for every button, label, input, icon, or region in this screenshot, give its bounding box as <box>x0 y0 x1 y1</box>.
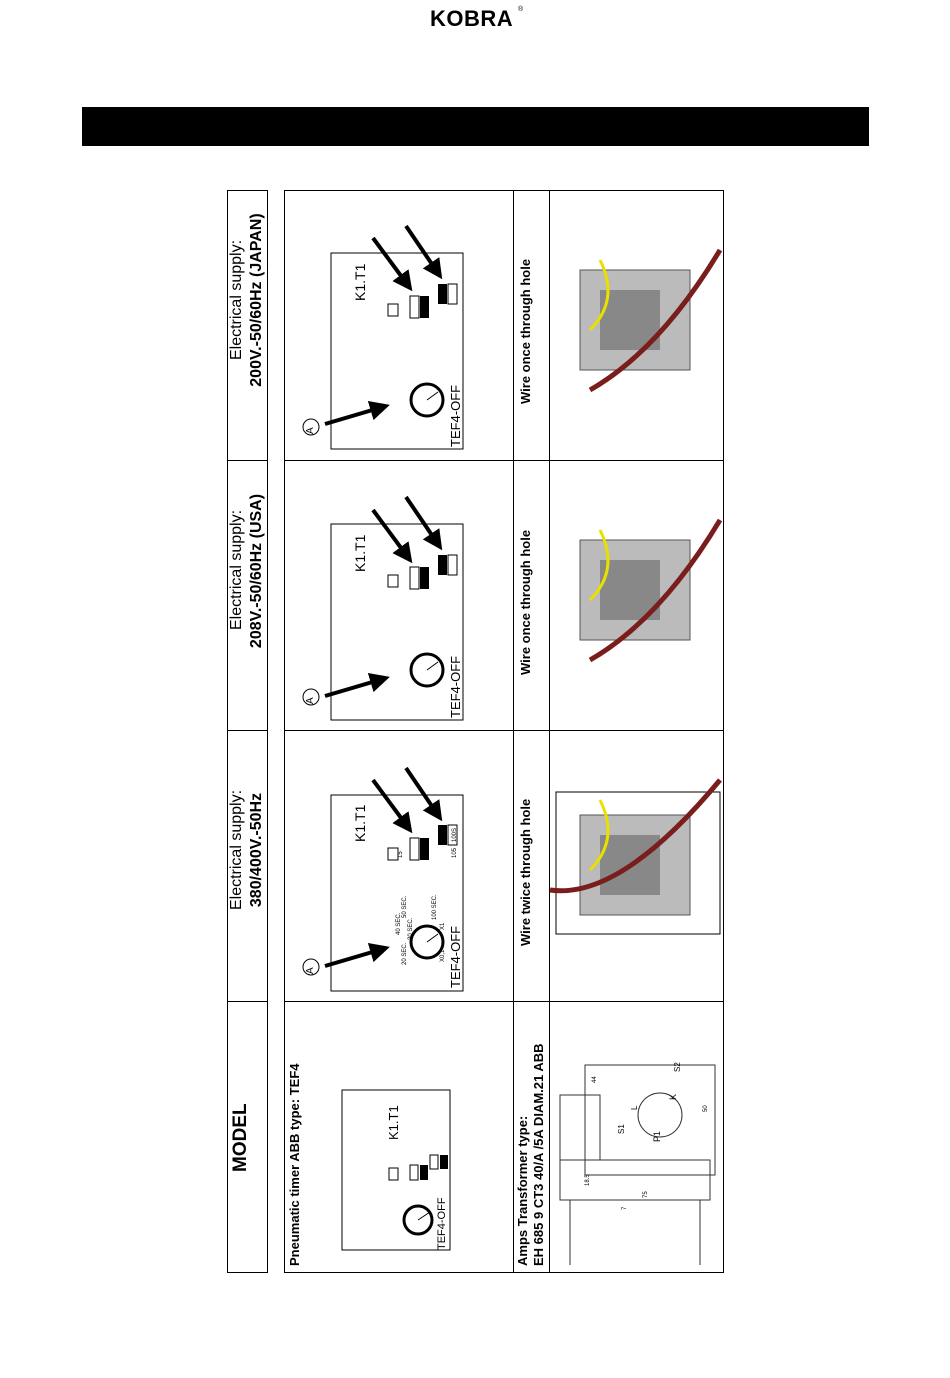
col1-timer-name: TEF4-OFF <box>448 925 463 988</box>
transformer-dim-75: 75 <box>643 1191 649 1198</box>
col1-marker: A <box>305 967 316 974</box>
transformer-label-1: Amps Transformer type: <box>515 1115 530 1266</box>
col1-wire-note: Wire twice through hole <box>518 798 533 946</box>
col3-timer-diagram <box>303 226 463 449</box>
col1-title: Electrical supply: <box>228 789 245 911</box>
col3-title: Electrical supply: <box>228 239 245 361</box>
registered-mark: ® <box>518 6 524 13</box>
col1-sec-30: 30 SEC. <box>408 917 414 940</box>
col3-marker: A <box>305 427 316 434</box>
transformer-label-s1: S1 <box>617 1124 626 1134</box>
model-header: MODEL <box>230 1103 251 1172</box>
transformer-label-s2: S2 <box>673 1062 682 1072</box>
col1-sec-50: 50 SEC. <box>402 895 408 918</box>
transformer-label-p1: P1 <box>652 1130 662 1142</box>
transformer-label-l: L <box>630 1105 639 1110</box>
transformer-dim-50: 50 <box>703 1105 709 1112</box>
col1-subtitle: 380/400V.-50Hz <box>248 792 265 908</box>
transformer-label-2: EH 685 9 CT3 40/A /5A DIAM.21 ABB <box>531 1043 546 1266</box>
col2-relay-name: K1.T1 <box>352 534 368 572</box>
col3-timer-name: TEF4-OFF <box>448 384 463 447</box>
col3-relay-name: K1.T1 <box>352 263 368 301</box>
logo-text: KOBRA <box>430 6 514 31</box>
col1-relay-name: K1.T1 <box>352 804 368 842</box>
transformer-photo-col1 <box>550 780 720 934</box>
col1-switch-100s: 100S <box>452 827 458 842</box>
col2-title: Electrical supply: <box>228 509 245 631</box>
transformer-photo-col2 <box>580 520 720 660</box>
col1-switch-15: 15 <box>398 851 404 858</box>
transformer-dim-7: 7 <box>622 1206 628 1210</box>
col1-sec-20: 20 SEC. <box>402 942 408 965</box>
col1-switch-105: 105 <box>452 847 458 858</box>
col2-marker: A <box>305 697 316 704</box>
transformer-photo-col3 <box>580 250 720 390</box>
col3-wire-note: Wire once through hole <box>518 258 533 404</box>
col1-timer-diagram <box>303 768 463 991</box>
col1-sec-100: 100 SEC. <box>432 894 438 920</box>
model-relay-name: K1.T1 <box>386 1105 401 1140</box>
model-timer-name: TEF4-OFF <box>436 1197 448 1250</box>
col1-mult-1: X1 <box>440 922 446 930</box>
transformer-label-k: K <box>668 1093 678 1100</box>
col3-subtitle: 200V.-50/60Hz (JAPAN) <box>248 213 265 387</box>
col2-timer-name: TEF4-OFF <box>448 655 463 718</box>
col2-wire-note: Wire once through hole <box>518 529 533 675</box>
transformer-drawing <box>560 1065 715 1265</box>
col1-sec-40: 40 SEC. <box>396 912 402 935</box>
col2-subtitle: 208V.-50/60Hz (USA) <box>248 493 265 649</box>
transformer-dim-44: 44 <box>592 1076 598 1083</box>
col2-timer-diagram <box>303 497 463 720</box>
timer-label: Pneumatic timer ABB type: TEF4 <box>287 1063 302 1266</box>
transformer-dim-18-5: 18.5 <box>585 1174 591 1186</box>
col1-mult-01: X0,1 <box>440 949 446 962</box>
